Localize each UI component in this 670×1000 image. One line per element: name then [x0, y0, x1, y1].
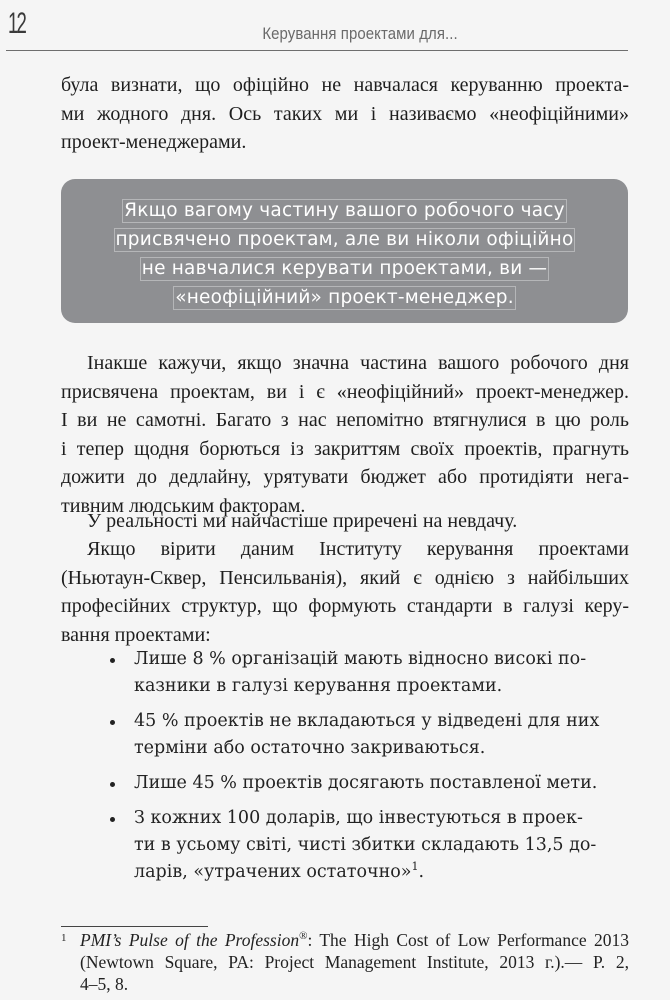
callout-line [61, 225, 628, 254]
callout-text: «неофіційний» проект-менеджер. [175, 287, 514, 308]
text-line: Інакше кажучи, якщо значна частина вашого робочого дня [87, 352, 629, 374]
bullet-icon [110, 782, 115, 787]
bullet-icon [110, 720, 115, 725]
text-line: І ви не самотні. Багато з нас непомітно втягнулися в цю роль [61, 409, 629, 431]
footnote-line [61, 929, 629, 951]
footnote [61, 929, 629, 995]
list-item-line [134, 859, 582, 886]
footnote-source-title: PMI’s Pulse of the Profession [80, 930, 300, 950]
text-line: (Ньютаун-Сквер, Пенсильванія), який є однією з найбільших [61, 566, 629, 589]
list-item-line: Лише 8 % організацій мають відносно високі по- [134, 649, 587, 669]
list-item-line: 45 % проектів не вкладаються у відведені для них [134, 711, 600, 731]
list-item [108, 770, 598, 797]
callout-line [61, 283, 628, 312]
footnote-line: (Newtown Square, PA: Project Management Institute, 2013 г.).— P. 2, [80, 952, 629, 972]
bullet-icon [110, 817, 115, 822]
footnote-mark: 1 [61, 932, 67, 944]
text-line: вання проектами: [61, 623, 211, 646]
text-line: була визнати, що офіційно не навчалася керуванню проекта- [61, 74, 629, 96]
list-item [108, 646, 587, 700]
callout-text: присвячено проектам, але ви ніколи офіційно [115, 229, 574, 250]
list-item [108, 708, 600, 762]
paragraph-3 [61, 535, 629, 649]
text-line: присвячена проектам, ви і є «неофіційний» проект-менеджер. [61, 380, 629, 403]
text-line: дожити до дедлайну, урятувати бюджет або протидіяти нега- [61, 466, 629, 488]
intro-paragraph [61, 71, 629, 157]
list-item [108, 805, 597, 886]
text-line: Якщо вірити даним Інституту керування проектами [87, 538, 629, 560]
list-item-line: казники в галузі керування проектами. [134, 676, 503, 696]
callout-line [61, 196, 628, 225]
text-line: У реальності ми найчастіше приречені на невдачу. [87, 510, 518, 532]
statistics-list [108, 646, 600, 894]
header-rule [6, 50, 628, 51]
footnote-reference[interactable]: 1 [411, 860, 419, 874]
running-head-title: Керування проектами для... [262, 24, 458, 43]
list-item-line: терміни або остаточно закриваються. [134, 738, 486, 758]
registered-mark: ® [299, 930, 308, 943]
list-item-line: ти в усьому світі, чисті збитки складають 13,5 до- [134, 835, 597, 855]
callout-line [61, 254, 628, 283]
text-line: професійних структур, що формують стандарти в галузі керу- [61, 595, 629, 617]
text-line: ми жодного дня. Ось таких ми і називаємо «неофіційними» [61, 102, 629, 125]
list-item-text: ларів, «утрачених остаточно» [134, 862, 412, 882]
bullet-icon [110, 658, 115, 663]
callout-text: Якщо вагому частину вашого робочого часу [124, 200, 565, 221]
callout-box [61, 179, 628, 323]
text-line: проект-менеджерами. [61, 131, 247, 153]
paragraph-1 [61, 349, 629, 520]
text-line: тивним людським факторам. [61, 494, 306, 517]
text-line: і тепер щодня борються із закриттям своїх проектів, прагнуть [61, 437, 629, 460]
list-item-line: З кожних 100 доларів, що інвестуються в проек- [134, 808, 583, 828]
list-item-line: Лише 45 % проектів досягають поставленої мети. [134, 773, 598, 793]
footnote-rule [61, 926, 208, 927]
footnote-text: : The High Cost of Low Performance 2013 [307, 930, 629, 950]
footnote-line: 4–5, 8. [80, 974, 129, 994]
page-number: 12 [8, 7, 25, 40]
callout-text: не навчалися керувати проектами, ви — [141, 258, 548, 279]
running-head [0, 24, 670, 44]
paragraph-2 [61, 507, 629, 536]
list-item-trailing: . [418, 862, 425, 882]
